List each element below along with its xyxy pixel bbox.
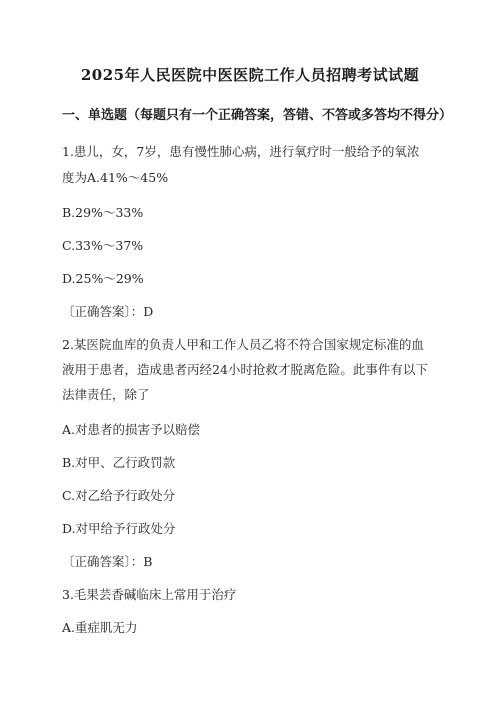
question-1-option-b: B.29%～33%: [62, 205, 144, 220]
question-2-option-d: D.对甲给予行政处分: [62, 521, 176, 536]
question-2-option-a: A.对患者的损害予以赔偿: [62, 422, 201, 437]
page-title: 2025年人民医院中医医院工作人员招聘考试试题: [80, 66, 420, 84]
question-1-stem-line-1: 1.患儿，女，7岁，患有慢性肺心病，进行氧疗时一般给予的氧浓: [62, 144, 420, 159]
question-2-option-c: C.对乙给予行政处分: [62, 488, 176, 503]
question-2-answer: 〔正确答案〕：B: [62, 554, 153, 569]
question-1-option-d: D.25%～29%: [62, 271, 144, 286]
question-3-stem-line-1: 3.毛果芸香碱临床上常用于治疗: [62, 587, 237, 602]
question-2-stem-line-1: 2.某医院血库的负责人甲和工作人员乙将不符合国家规定标准的血: [62, 337, 424, 352]
question-2-stem-line-3: 法律责任，除了: [62, 387, 150, 402]
question-2-option-b: B.对甲、乙行政罚款: [62, 455, 176, 470]
question-1-option-c: C.33%～37%: [62, 238, 144, 253]
question-1-stem-line-2: 度为A.41%～45%: [62, 170, 169, 185]
question-2-stem-line-2: 液用于患者，造成患者丙经24小时抢救才脱离危险。此事件有以下: [62, 362, 428, 377]
section-heading: 一、单选题（每题只有一个正确答案，答错、不答或多答均不得分）: [62, 108, 453, 123]
question-1-answer: 〔正确答案〕：D: [62, 304, 154, 319]
question-3-option-a: A.重症肌无力: [62, 620, 138, 635]
